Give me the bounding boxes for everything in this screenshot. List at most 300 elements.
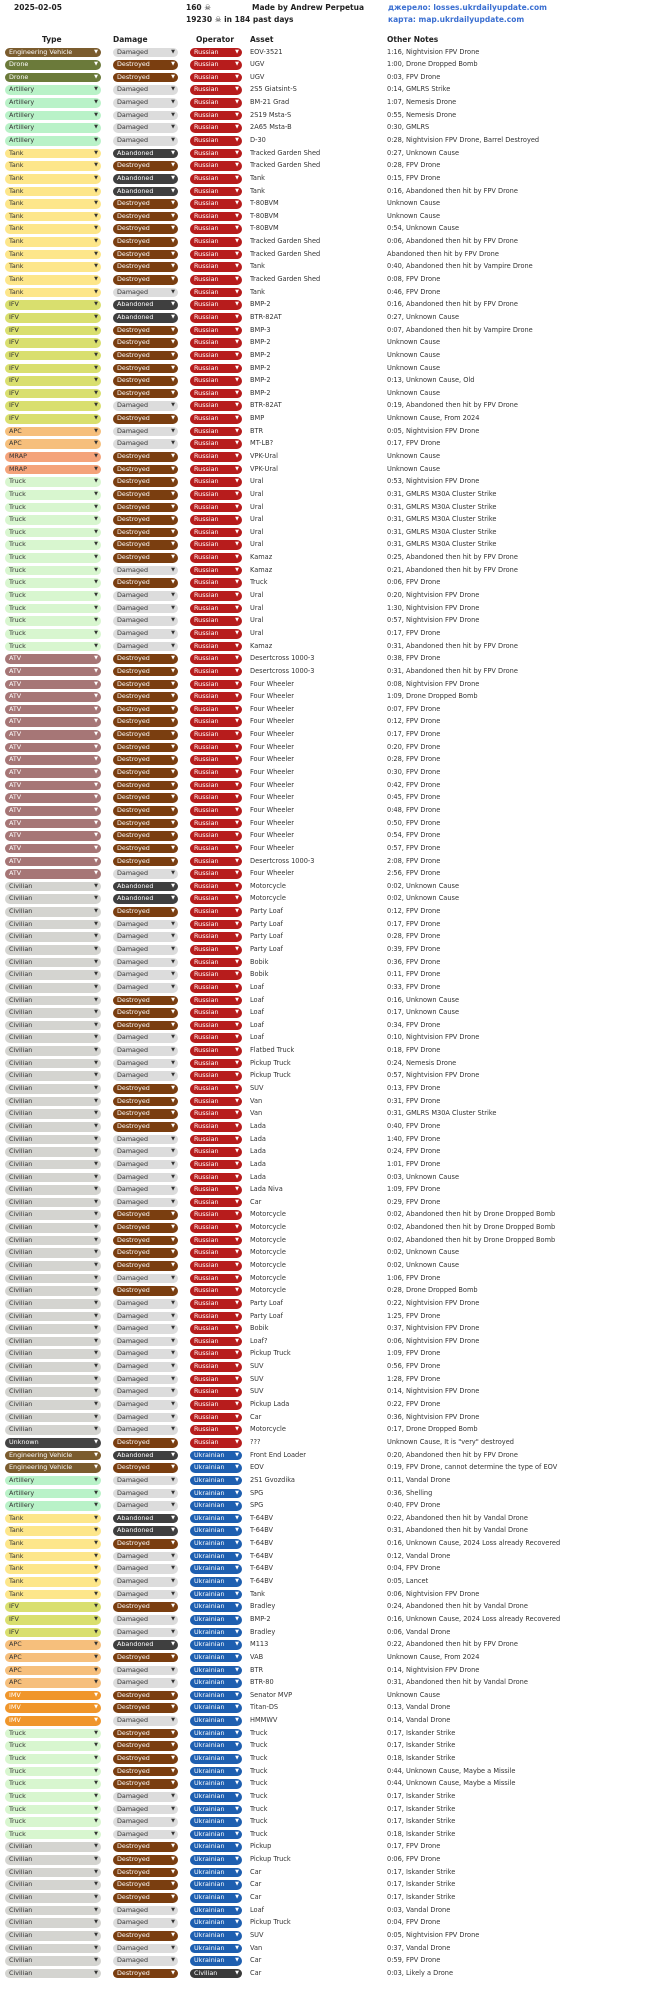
operator-select[interactable] xyxy=(190,212,242,222)
type-select[interactable] xyxy=(5,401,101,411)
operator-select[interactable] xyxy=(190,1767,242,1777)
damage-select[interactable] xyxy=(113,1526,178,1536)
type-select[interactable] xyxy=(5,1716,101,1726)
damage-select[interactable] xyxy=(113,793,178,803)
type-select[interactable] xyxy=(5,1868,101,1878)
operator-select[interactable] xyxy=(190,1779,242,1789)
operator-select[interactable] xyxy=(190,882,242,892)
damage-select[interactable] xyxy=(113,1400,178,1410)
damage-select[interactable] xyxy=(113,654,178,664)
operator-select[interactable] xyxy=(190,920,242,930)
damage-select[interactable] xyxy=(113,98,178,108)
type-select[interactable] xyxy=(5,1122,101,1132)
map-link[interactable]: карта: map.ukrdailyupdate.com xyxy=(388,15,525,24)
type-select[interactable] xyxy=(5,1754,101,1764)
damage-select[interactable] xyxy=(113,288,178,298)
damage-select[interactable] xyxy=(113,490,178,500)
damage-select[interactable] xyxy=(113,819,178,829)
type-select[interactable] xyxy=(5,983,101,993)
damage-select[interactable] xyxy=(113,1602,178,1612)
damage-select[interactable] xyxy=(113,1489,178,1499)
damage-select[interactable] xyxy=(113,1830,178,1840)
operator-select[interactable] xyxy=(190,705,242,715)
type-select[interactable] xyxy=(5,882,101,892)
operator-select[interactable] xyxy=(190,174,242,184)
type-select[interactable] xyxy=(5,1564,101,1574)
operator-select[interactable] xyxy=(190,1868,242,1878)
operator-select[interactable] xyxy=(190,85,242,95)
type-select[interactable] xyxy=(5,1830,101,1840)
type-select[interactable] xyxy=(5,730,101,740)
damage-select[interactable] xyxy=(113,1703,178,1713)
type-select[interactable] xyxy=(5,149,101,159)
damage-select[interactable] xyxy=(113,1198,178,1208)
type-select[interactable] xyxy=(5,326,101,336)
damage-select[interactable] xyxy=(113,1223,178,1233)
operator-select[interactable] xyxy=(190,503,242,513)
type-select[interactable] xyxy=(5,1286,101,1296)
damage-select[interactable] xyxy=(113,1084,178,1094)
operator-select[interactable] xyxy=(190,288,242,298)
type-select[interactable] xyxy=(5,1817,101,1827)
type-select[interactable] xyxy=(5,1741,101,1751)
type-select[interactable] xyxy=(5,1097,101,1107)
type-select[interactable] xyxy=(5,604,101,614)
damage-select[interactable] xyxy=(113,1135,178,1145)
damage-select[interactable] xyxy=(113,1248,178,1258)
operator-select[interactable] xyxy=(190,553,242,563)
damage-select[interactable] xyxy=(113,1173,178,1183)
damage-select[interactable] xyxy=(113,1906,178,1916)
type-select[interactable] xyxy=(5,1349,101,1359)
operator-select[interactable] xyxy=(190,1425,242,1435)
type-select[interactable] xyxy=(5,958,101,968)
damage-select[interactable] xyxy=(113,1893,178,1903)
type-select[interactable] xyxy=(5,60,101,70)
type-select[interactable] xyxy=(5,1931,101,1941)
type-select[interactable] xyxy=(5,1678,101,1688)
type-select[interactable] xyxy=(5,389,101,399)
damage-select[interactable] xyxy=(113,616,178,626)
type-select[interactable] xyxy=(5,85,101,95)
damage-select[interactable] xyxy=(113,907,178,917)
type-select[interactable] xyxy=(5,553,101,563)
operator-select[interactable] xyxy=(190,1666,242,1676)
damage-select[interactable] xyxy=(113,857,178,867)
damage-select[interactable] xyxy=(113,591,178,601)
type-select[interactable] xyxy=(5,376,101,386)
operator-select[interactable] xyxy=(190,1312,242,1322)
type-select[interactable] xyxy=(5,1615,101,1625)
operator-select[interactable] xyxy=(190,680,242,690)
type-select[interactable] xyxy=(5,1691,101,1701)
operator-select[interactable] xyxy=(190,1615,242,1625)
type-select[interactable] xyxy=(5,844,101,854)
damage-select[interactable] xyxy=(113,326,178,336)
operator-select[interactable] xyxy=(190,351,242,361)
type-select[interactable] xyxy=(5,212,101,222)
operator-select[interactable] xyxy=(190,1602,242,1612)
damage-select[interactable] xyxy=(113,1033,178,1043)
damage-select[interactable] xyxy=(113,414,178,424)
operator-select[interactable] xyxy=(190,743,242,753)
type-select[interactable] xyxy=(5,1489,101,1499)
damage-select[interactable] xyxy=(113,1438,178,1448)
damage-select[interactable] xyxy=(113,932,178,942)
operator-select[interactable] xyxy=(190,1059,242,1069)
operator-select[interactable] xyxy=(190,1855,242,1865)
damage-select[interactable] xyxy=(113,1552,178,1562)
operator-select[interactable] xyxy=(190,275,242,285)
damage-select[interactable] xyxy=(113,313,178,323)
damage-select[interactable] xyxy=(113,1918,178,1928)
type-select[interactable] xyxy=(5,1425,101,1435)
type-select[interactable] xyxy=(5,262,101,272)
operator-select[interactable] xyxy=(190,540,242,550)
damage-select[interactable] xyxy=(113,680,178,690)
type-select[interactable] xyxy=(5,351,101,361)
type-select[interactable] xyxy=(5,136,101,146)
damage-select[interactable] xyxy=(113,1210,178,1220)
damage-select[interactable] xyxy=(113,1059,178,1069)
type-select[interactable] xyxy=(5,1779,101,1789)
operator-select[interactable] xyxy=(190,439,242,449)
damage-select[interactable] xyxy=(113,1185,178,1195)
type-select[interactable] xyxy=(5,1880,101,1890)
operator-select[interactable] xyxy=(190,907,242,917)
damage-select[interactable] xyxy=(113,389,178,399)
damage-select[interactable] xyxy=(113,224,178,234)
type-select[interactable] xyxy=(5,857,101,867)
operator-select[interactable] xyxy=(190,1084,242,1094)
damage-select[interactable] xyxy=(113,743,178,753)
operator-select[interactable] xyxy=(190,427,242,437)
operator-select[interactable] xyxy=(190,338,242,348)
operator-select[interactable] xyxy=(190,604,242,614)
operator-select[interactable] xyxy=(190,1135,242,1145)
operator-select[interactable] xyxy=(190,1741,242,1751)
type-select[interactable] xyxy=(5,1059,101,1069)
damage-select[interactable] xyxy=(113,250,178,260)
type-select[interactable] xyxy=(5,705,101,715)
operator-select[interactable] xyxy=(190,844,242,854)
type-select[interactable] xyxy=(5,490,101,500)
operator-select[interactable] xyxy=(190,224,242,234)
operator-select[interactable] xyxy=(190,1223,242,1233)
damage-select[interactable] xyxy=(113,439,178,449)
damage-select[interactable] xyxy=(113,1362,178,1372)
operator-select[interactable] xyxy=(190,1918,242,1928)
type-select[interactable] xyxy=(5,717,101,727)
damage-select[interactable] xyxy=(113,1590,178,1600)
damage-select[interactable] xyxy=(113,1539,178,1549)
operator-select[interactable] xyxy=(190,1653,242,1663)
operator-select[interactable] xyxy=(190,1476,242,1486)
damage-select[interactable] xyxy=(113,1046,178,1056)
damage-select[interactable] xyxy=(113,136,178,146)
damage-select[interactable] xyxy=(113,515,178,525)
damage-select[interactable] xyxy=(113,717,178,727)
type-select[interactable] xyxy=(5,629,101,639)
type-select[interactable] xyxy=(5,288,101,298)
operator-select[interactable] xyxy=(190,1198,242,1208)
damage-select[interactable] xyxy=(113,123,178,133)
type-select[interactable] xyxy=(5,806,101,816)
damage-select[interactable] xyxy=(113,1868,178,1878)
type-select[interactable] xyxy=(5,1526,101,1536)
operator-select[interactable] xyxy=(190,1160,242,1170)
type-select[interactable] xyxy=(5,540,101,550)
type-select[interactable] xyxy=(5,1033,101,1043)
damage-select[interactable] xyxy=(113,1944,178,1954)
type-select[interactable] xyxy=(5,1021,101,1031)
type-select[interactable] xyxy=(5,1590,101,1600)
type-select[interactable] xyxy=(5,1969,101,1979)
damage-select[interactable] xyxy=(113,1463,178,1473)
damage-select[interactable] xyxy=(113,1880,178,1890)
damage-select[interactable] xyxy=(113,199,178,209)
type-select[interactable] xyxy=(5,427,101,437)
damage-select[interactable] xyxy=(113,1792,178,1802)
type-select[interactable] xyxy=(5,1261,101,1271)
damage-select[interactable] xyxy=(113,1071,178,1081)
type-select[interactable] xyxy=(5,1362,101,1372)
operator-select[interactable] xyxy=(190,692,242,702)
type-select[interactable] xyxy=(5,1501,101,1511)
operator-select[interactable] xyxy=(190,806,242,816)
damage-select[interactable] xyxy=(113,1640,178,1650)
damage-select[interactable] xyxy=(113,85,178,95)
type-select[interactable] xyxy=(5,591,101,601)
damage-select[interactable] xyxy=(113,1931,178,1941)
damage-select[interactable] xyxy=(113,1312,178,1322)
type-select[interactable] xyxy=(5,1274,101,1284)
type-select[interactable] xyxy=(5,654,101,664)
type-select[interactable] xyxy=(5,1008,101,1018)
operator-select[interactable] xyxy=(190,1817,242,1827)
damage-select[interactable] xyxy=(113,692,178,702)
damage-select[interactable] xyxy=(113,73,178,83)
operator-select[interactable] xyxy=(190,1438,242,1448)
damage-select[interactable] xyxy=(113,338,178,348)
operator-select[interactable] xyxy=(190,869,242,879)
operator-select[interactable] xyxy=(190,111,242,121)
damage-select[interactable] xyxy=(113,452,178,462)
operator-select[interactable] xyxy=(190,1880,242,1890)
damage-select[interactable] xyxy=(113,1501,178,1511)
operator-select[interactable] xyxy=(190,250,242,260)
type-select[interactable] xyxy=(5,1956,101,1966)
damage-select[interactable] xyxy=(113,945,178,955)
type-select[interactable] xyxy=(5,1084,101,1094)
operator-select[interactable] xyxy=(190,1185,242,1195)
damage-select[interactable] xyxy=(113,1754,178,1764)
type-select[interactable] xyxy=(5,945,101,955)
operator-select[interactable] xyxy=(190,187,242,197)
type-select[interactable] xyxy=(5,1893,101,1903)
operator-select[interactable] xyxy=(190,1703,242,1713)
operator-select[interactable] xyxy=(190,958,242,968)
damage-select[interactable] xyxy=(113,882,178,892)
operator-select[interactable] xyxy=(190,1526,242,1536)
operator-select[interactable] xyxy=(190,1463,242,1473)
type-select[interactable] xyxy=(5,1198,101,1208)
type-select[interactable] xyxy=(5,1400,101,1410)
operator-select[interactable] xyxy=(190,566,242,576)
operator-select[interactable] xyxy=(190,1830,242,1840)
operator-select[interactable] xyxy=(190,414,242,424)
damage-select[interactable] xyxy=(113,1387,178,1397)
damage-select[interactable] xyxy=(113,1451,178,1461)
damage-select[interactable] xyxy=(113,566,178,576)
type-select[interactable] xyxy=(5,578,101,588)
operator-select[interactable] xyxy=(190,894,242,904)
type-select[interactable] xyxy=(5,1071,101,1081)
type-select[interactable] xyxy=(5,313,101,323)
operator-select[interactable] xyxy=(190,1489,242,1499)
type-select[interactable] xyxy=(5,920,101,930)
type-select[interactable] xyxy=(5,1185,101,1195)
operator-select[interactable] xyxy=(190,136,242,146)
damage-select[interactable] xyxy=(113,1767,178,1777)
operator-select[interactable] xyxy=(190,48,242,58)
type-select[interactable] xyxy=(5,642,101,652)
type-select[interactable] xyxy=(5,831,101,841)
damage-select[interactable] xyxy=(113,1324,178,1334)
type-select[interactable] xyxy=(5,364,101,374)
type-select[interactable] xyxy=(5,692,101,702)
damage-select[interactable] xyxy=(113,1021,178,1031)
type-select[interactable] xyxy=(5,1653,101,1663)
damage-select[interactable] xyxy=(113,161,178,171)
type-select[interactable] xyxy=(5,566,101,576)
operator-select[interactable] xyxy=(190,123,242,133)
damage-select[interactable] xyxy=(113,553,178,563)
type-select[interactable] xyxy=(5,224,101,234)
damage-select[interactable] xyxy=(113,1286,178,1296)
type-select[interactable] xyxy=(5,1135,101,1145)
type-select[interactable] xyxy=(5,793,101,803)
type-select[interactable] xyxy=(5,465,101,475)
operator-select[interactable] xyxy=(190,1210,242,1220)
operator-select[interactable] xyxy=(190,515,242,525)
damage-select[interactable] xyxy=(113,60,178,70)
operator-select[interactable] xyxy=(190,1792,242,1802)
type-select[interactable] xyxy=(5,743,101,753)
type-select[interactable] xyxy=(5,755,101,765)
damage-select[interactable] xyxy=(113,730,178,740)
operator-select[interactable] xyxy=(190,1274,242,1284)
damage-select[interactable] xyxy=(113,1628,178,1638)
operator-select[interactable] xyxy=(190,452,242,462)
operator-select[interactable] xyxy=(190,642,242,652)
operator-select[interactable] xyxy=(190,1008,242,1018)
damage-select[interactable] xyxy=(113,1476,178,1486)
damage-select[interactable] xyxy=(113,629,178,639)
operator-select[interactable] xyxy=(190,1552,242,1562)
operator-select[interactable] xyxy=(190,1236,242,1246)
operator-select[interactable] xyxy=(190,1956,242,1966)
type-select[interactable] xyxy=(5,1236,101,1246)
damage-select[interactable] xyxy=(113,705,178,715)
operator-select[interactable] xyxy=(190,1147,242,1157)
source-link[interactable]: джерело: losses.ukrdailyupdate.com xyxy=(388,3,547,12)
operator-select[interactable] xyxy=(190,1590,242,1600)
damage-select[interactable] xyxy=(113,1160,178,1170)
damage-select[interactable] xyxy=(113,667,178,677)
operator-select[interactable] xyxy=(190,262,242,272)
damage-select[interactable] xyxy=(113,578,178,588)
operator-select[interactable] xyxy=(190,199,242,209)
damage-select[interactable] xyxy=(113,983,178,993)
type-select[interactable] xyxy=(5,1602,101,1612)
operator-select[interactable] xyxy=(190,1173,242,1183)
operator-select[interactable] xyxy=(190,477,242,487)
damage-select[interactable] xyxy=(113,1122,178,1132)
operator-select[interactable] xyxy=(190,389,242,399)
type-select[interactable] xyxy=(5,768,101,778)
operator-select[interactable] xyxy=(190,528,242,538)
damage-select[interactable] xyxy=(113,806,178,816)
operator-select[interactable] xyxy=(190,1678,242,1688)
type-select[interactable] xyxy=(5,907,101,917)
operator-select[interactable] xyxy=(190,1033,242,1043)
operator-select[interactable] xyxy=(190,932,242,942)
operator-select[interactable] xyxy=(190,654,242,664)
operator-select[interactable] xyxy=(190,300,242,310)
type-select[interactable] xyxy=(5,1463,101,1473)
operator-select[interactable] xyxy=(190,98,242,108)
damage-select[interactable] xyxy=(113,1274,178,1284)
operator-select[interactable] xyxy=(190,1893,242,1903)
damage-select[interactable] xyxy=(113,920,178,930)
type-select[interactable] xyxy=(5,161,101,171)
type-select[interactable] xyxy=(5,1539,101,1549)
damage-select[interactable] xyxy=(113,604,178,614)
operator-select[interactable] xyxy=(190,768,242,778)
operator-select[interactable] xyxy=(190,1729,242,1739)
operator-select[interactable] xyxy=(190,1640,242,1650)
operator-select[interactable] xyxy=(190,1754,242,1764)
damage-select[interactable] xyxy=(113,768,178,778)
damage-select[interactable] xyxy=(113,300,178,310)
damage-select[interactable] xyxy=(113,262,178,272)
damage-select[interactable] xyxy=(113,111,178,121)
type-select[interactable] xyxy=(5,1703,101,1713)
type-select[interactable] xyxy=(5,1173,101,1183)
type-select[interactable] xyxy=(5,1375,101,1385)
type-select[interactable] xyxy=(5,1729,101,1739)
damage-select[interactable] xyxy=(113,1337,178,1347)
damage-select[interactable] xyxy=(113,1779,178,1789)
operator-select[interactable] xyxy=(190,667,242,677)
damage-select[interactable] xyxy=(113,465,178,475)
operator-select[interactable] xyxy=(190,1931,242,1941)
operator-select[interactable] xyxy=(190,1906,242,1916)
type-select[interactable] xyxy=(5,1451,101,1461)
damage-select[interactable] xyxy=(113,1299,178,1309)
operator-select[interactable] xyxy=(190,1514,242,1524)
type-select[interactable] xyxy=(5,1210,101,1220)
type-select[interactable] xyxy=(5,98,101,108)
operator-select[interactable] xyxy=(190,1413,242,1423)
operator-select[interactable] xyxy=(190,1071,242,1081)
type-select[interactable] xyxy=(5,1147,101,1157)
type-select[interactable] xyxy=(5,1792,101,1802)
type-select[interactable] xyxy=(5,1223,101,1233)
operator-select[interactable] xyxy=(190,616,242,626)
damage-select[interactable] xyxy=(113,1956,178,1966)
